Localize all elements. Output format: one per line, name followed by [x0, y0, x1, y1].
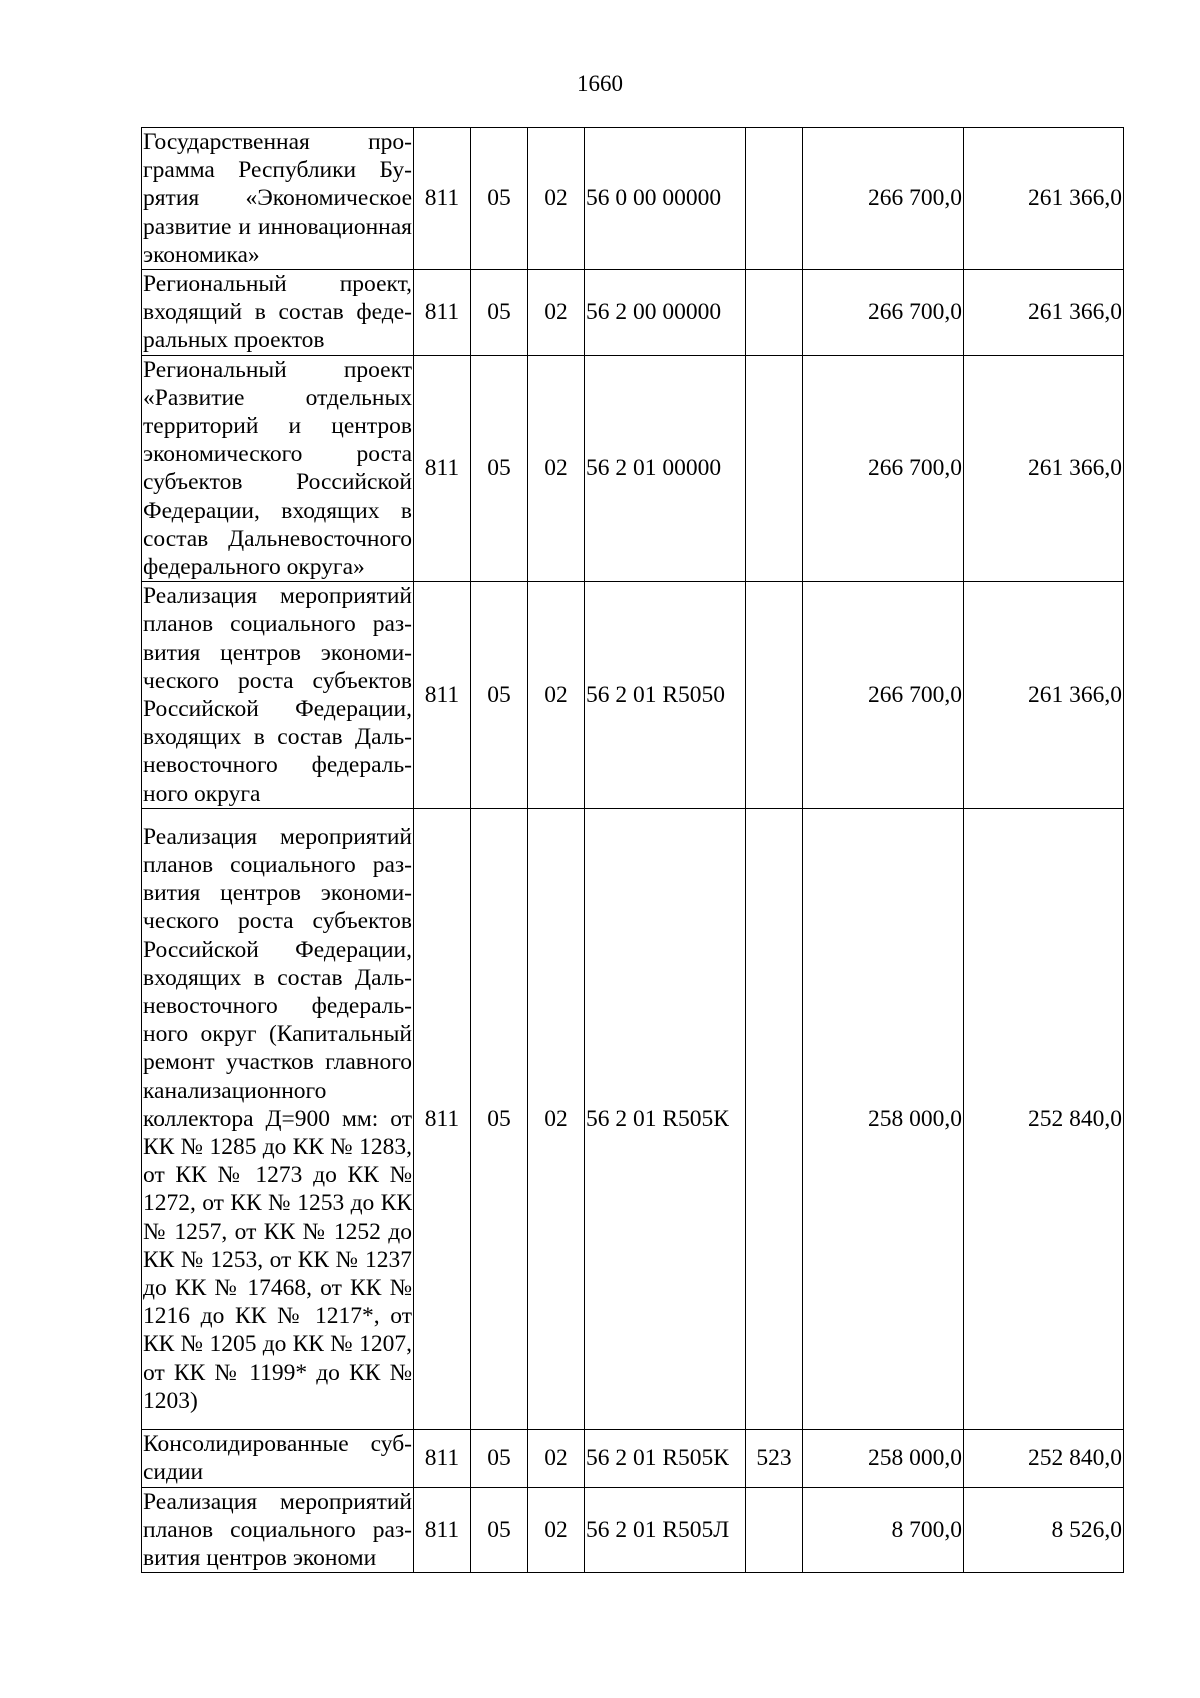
table-row [142, 1487, 1124, 1573]
row-description: Региональный проект, входящий в состав федеральных проектов [143, 271, 412, 354]
subsection-code: 02 [528, 1429, 585, 1487]
row-description: Консолидированные субсидии [143, 1431, 412, 1486]
target-article-code: 56 2 01 R5050 [585, 582, 746, 809]
row-description: Региональный проект «Развитие отдельных территорий и центров экономического роста субъектов Российской Федерации, входящих в состав Дальневосточного федерального округа» [143, 356, 412, 581]
section-code: 05 [471, 808, 528, 1429]
target-article-code: 56 2 01 00000 [585, 355, 746, 582]
budget-table [141, 127, 1124, 1573]
table-row [142, 582, 1124, 809]
section-code: 05 [471, 355, 528, 582]
subsection-code: 02 [528, 808, 585, 1429]
expense-type-code [746, 582, 803, 809]
grbs-code: 811 [414, 808, 471, 1429]
expense-type-code: 523 [746, 1429, 803, 1487]
section-code: 05 [471, 582, 528, 809]
expense-type-code [746, 270, 803, 356]
target-article-code: 56 2 00 00000 [585, 270, 746, 356]
grbs-code: 811 [414, 582, 471, 809]
amount-1: 266 700,0 [803, 128, 964, 270]
table-row [142, 808, 1124, 1429]
row-description: Государственная программа Республики Бурятия «Экономическое развитие и инновационная экономика» [143, 129, 412, 268]
amount-2: 8 526,0 [964, 1487, 1124, 1573]
section-code: 05 [471, 128, 528, 270]
amount-1: 266 700,0 [803, 582, 964, 809]
amount-2: 252 840,0 [964, 808, 1124, 1429]
table-row [142, 270, 1124, 356]
amount-1: 8 700,0 [803, 1487, 964, 1573]
grbs-code: 811 [414, 128, 471, 270]
row-description: Реализация мероприятий планов социального развития центров экономи [143, 1488, 412, 1572]
amount-1: 258 000,0 [803, 808, 964, 1429]
section-code: 05 [471, 1487, 528, 1573]
subsection-code: 02 [528, 355, 585, 582]
section-code: 05 [471, 1429, 528, 1487]
row-description: Реализация мероприятий планов социального развития центров экономического роста субъектов Российской Федерации, входящих в состав Дальневосточного федерального округа [143, 583, 412, 807]
table-row [142, 355, 1124, 582]
expense-type-code [746, 355, 803, 582]
amount-2: 252 840,0 [964, 1429, 1124, 1487]
subsection-code: 02 [528, 1487, 585, 1573]
expense-type-code [746, 1487, 803, 1573]
amount-1: 258 000,0 [803, 1429, 964, 1487]
target-article-code: 56 0 00 00000 [585, 128, 746, 270]
amount-1: 266 700,0 [803, 270, 964, 356]
row-description: Реализация мероприятий планов социального развития центров экономического роста субъектов Российской Федерации, входящих в состав Дальневосточного федерального округ (Капитальный ремонт участков главного канализационного коллектора Д=900 мм: от КК № 1285 до КК № 1283, от КК № 1273 до КК № 1272, от КК № 1253 до КК № 1257, от КК № 1252 до КК № 1253, от КК № 1237 до КК № 17468, от КК № 1216 до КК № 1217*, от КК № 1205 до КК № 1207, от КК № 1199* до КК № 1203) [142, 808, 414, 1429]
amount-2: 261 366,0 [964, 270, 1124, 356]
target-article-code: 56 2 01 R505Л [585, 1487, 746, 1573]
table-row [142, 128, 1124, 270]
grbs-code: 811 [414, 270, 471, 356]
expense-type-code [746, 808, 803, 1429]
subsection-code: 02 [528, 582, 585, 809]
grbs-code: 811 [414, 1429, 471, 1487]
subsection-code: 02 [528, 128, 585, 270]
grbs-code: 811 [414, 1487, 471, 1573]
table-row [142, 1429, 1124, 1487]
amount-2: 261 366,0 [964, 128, 1124, 270]
amount-2: 261 366,0 [964, 582, 1124, 809]
section-code: 05 [471, 270, 528, 356]
grbs-code: 811 [414, 355, 471, 582]
page-number: 1660 [577, 71, 623, 96]
subsection-code: 02 [528, 270, 585, 356]
amount-2: 261 366,0 [964, 355, 1124, 582]
target-article-code: 56 2 01 R505К [585, 1429, 746, 1487]
expense-type-code [746, 128, 803, 270]
amount-1: 266 700,0 [803, 355, 964, 582]
target-article-code: 56 2 01 R505К [585, 808, 746, 1429]
